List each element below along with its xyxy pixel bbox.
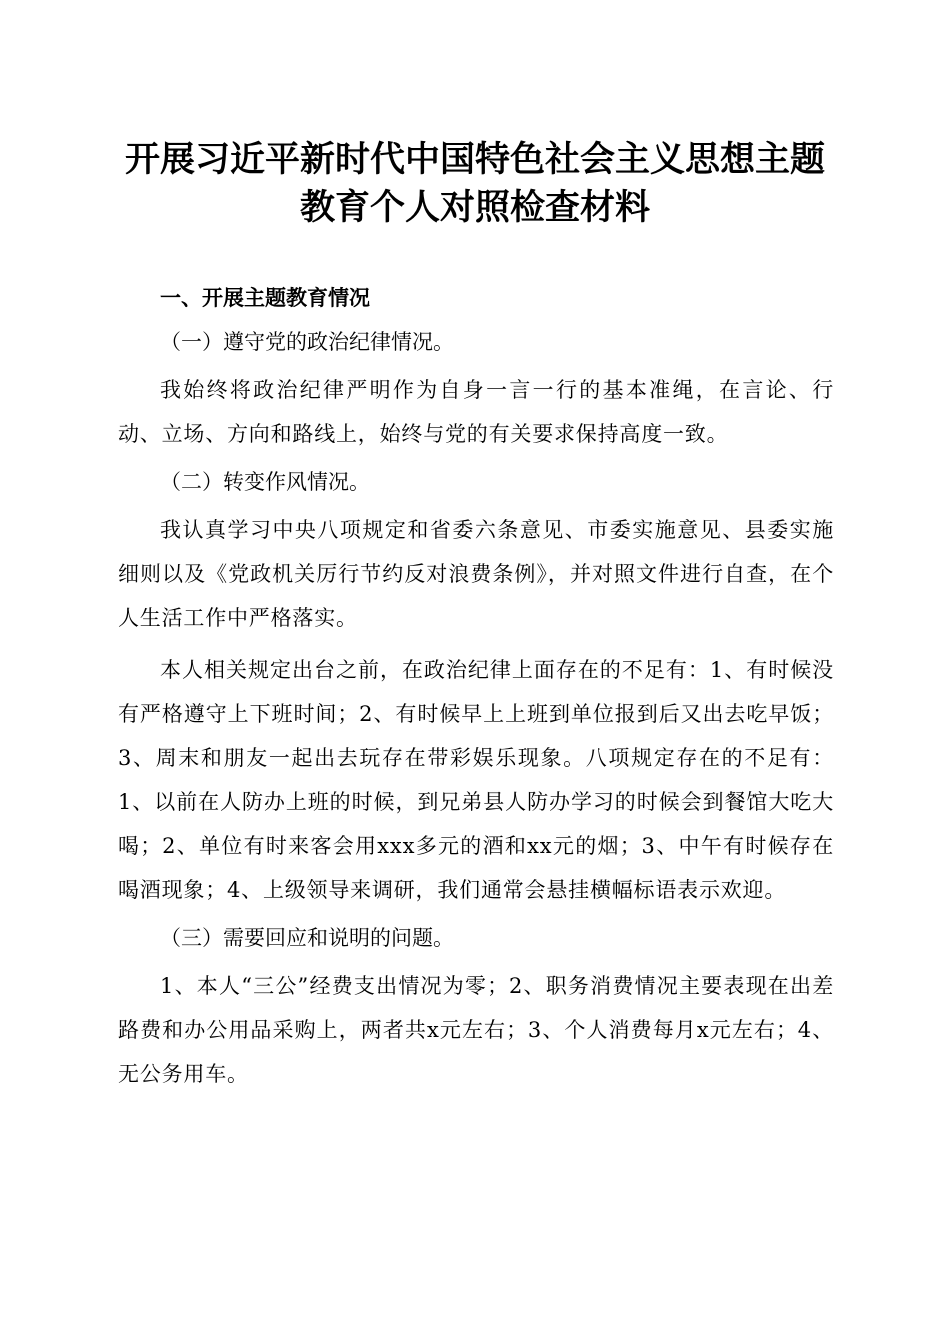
- subsection-heading-political-discipline: （一）遵守党的政治纪律情况。: [160, 330, 454, 354]
- paragraph-work-style: 我认真学习中央八项规定和省委六条意见、市委实施意见、县委实施细则以及《党政机关厉行节约反对浪费条例》，并对照文件进行自查，在个人生活工作中严格落实。: [118, 518, 834, 630]
- subsection-heading-work-style: （二）转变作风情况。: [160, 470, 370, 494]
- subsection-heading-issues: （三）需要回应和说明的问题。: [160, 926, 454, 950]
- document-title-line-2: 教育个人对照检查材料: [299, 187, 650, 228]
- paragraph-shortcomings: 本人相关规定出台之前，在政治纪律上面存在的不足有：1、有时候没有严格遵守上下班时间；2、有时候早上上班到单位报到后又出去吃早饭；3、周末和朋友一起出去玩存在带彩娱乐现象。八项规定存在的不足有：1、以前在人防办上班的时候，到兄弟县人防办学习的时候会到餐馆大吃大喝；2、单位有时来客会用xxx多元的酒和xx元的烟；3、中午有时候存在喝酒现象；4、上级领导来调研，我们通常会悬挂横幅标语表示欢迎。: [118, 658, 834, 902]
- paragraph-issues: 1、本人“三公”经费支出情况为零；2、职务消费情况主要表现在出差路费和办公用品采购上，两者共x元左右；3、个人消费每月x元左右；4、无公务用车。: [118, 974, 834, 1086]
- section-heading: 一、开展主题教育情况: [160, 285, 370, 310]
- paragraph-political-discipline: 我始终将政治纪律严明作为自身一言一行的基本准绳，在言论、行动、立场、方向和路线上，始终与党的有关要求保持高度一致。: [118, 378, 834, 446]
- document-body: [118, 280, 834, 1104]
- document-title-line-1: 开展习近平新时代中国特色社会主义思想主题: [124, 139, 825, 180]
